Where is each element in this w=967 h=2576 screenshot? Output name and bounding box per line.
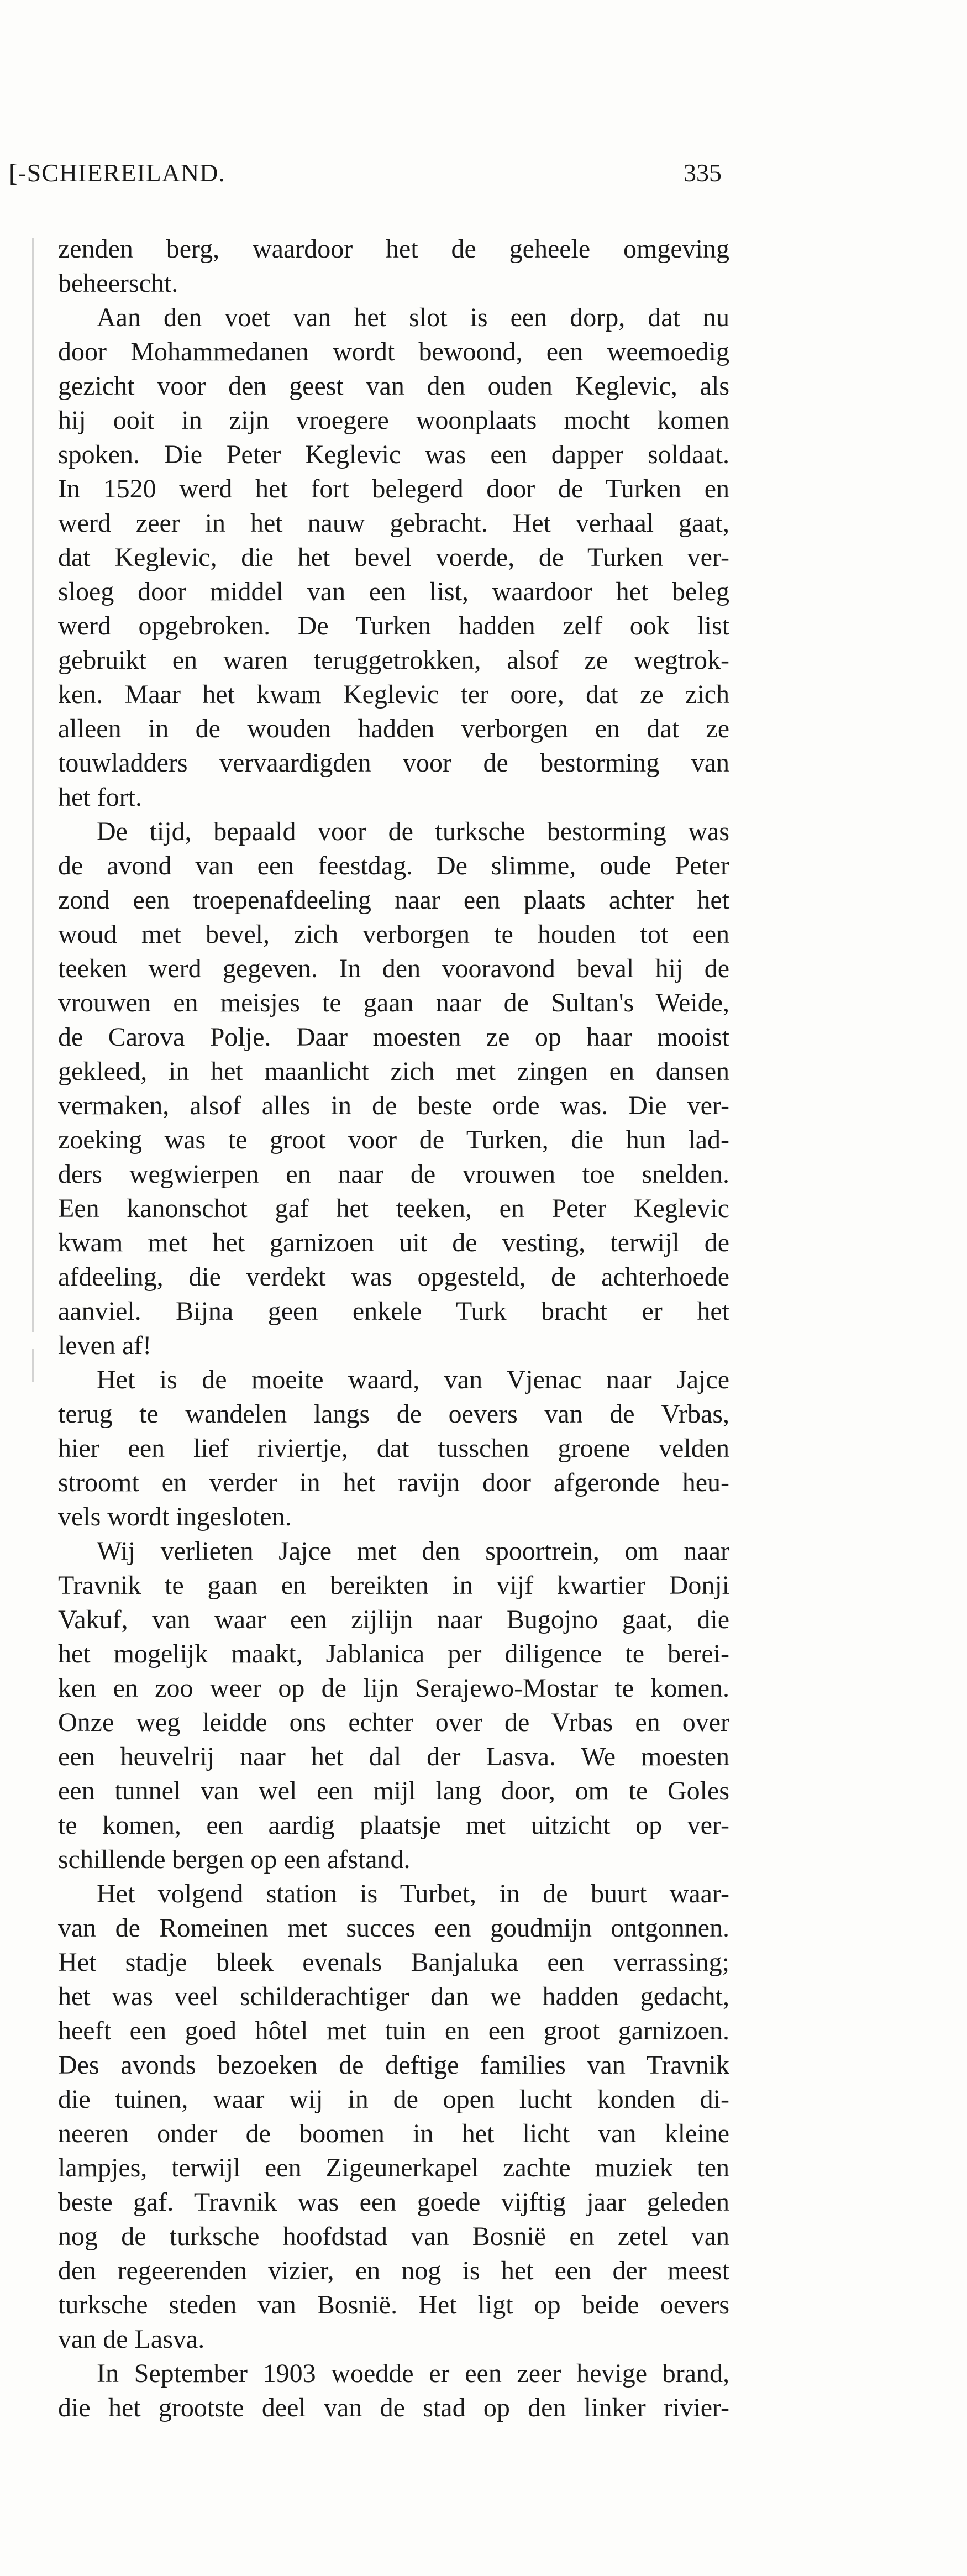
text-line: die tuinen, waar wij in de open lucht konden di- — [58, 2085, 729, 2114]
text-line: Travnik te gaan en bereikten in vijf kwartier Donji — [58, 1571, 729, 1600]
text-line: nog de turksche hoofdstad van Bosnië en zetel van — [58, 2222, 729, 2251]
paragraph-start-line: Aan den voet van het slot is een dorp, dat nu — [97, 303, 729, 332]
text-line: Vakuf, van waar een zijlijn naar Bugojno gaat, die — [58, 1605, 729, 1634]
text-line: ders wegwierpen en naar de vrouwen toe snelden. — [58, 1160, 729, 1189]
text-line: touwladders vervaardigden voor de bestorming van — [58, 748, 729, 778]
text-line: teeken werd gegeven. In den vooravond beval hij de — [58, 954, 729, 983]
text-line: hier een lief riviertje, dat tusschen groene velden — [58, 1434, 729, 1463]
text-line: gezicht voor den geest van den ouden Keglevic, als — [58, 371, 729, 401]
text-line: het fort. — [58, 783, 142, 812]
text-line: gekleed, in het maanlicht zich met zingen en dansen — [58, 1057, 729, 1086]
text-line: zenden berg, waardoor het de geheele omgeving — [58, 234, 729, 264]
margin-bleed-mark — [32, 1349, 34, 1382]
text-line: Een kanonschot gaf het teeken, en Peter Keglevic — [58, 1194, 729, 1223]
running-head: [-SCHIEREILAND. — [9, 159, 225, 187]
text-line: de Carova Polje. Daar moesten ze op haar mooist — [58, 1022, 729, 1052]
text-line: Onze weg leidde ons echter over de Vrbas en over — [58, 1708, 729, 1737]
text-line: leven af! — [58, 1331, 152, 1360]
paragraph-start-line: Wij verlieten Jajce met den spoortrein, om naar — [97, 1536, 729, 1566]
paragraph-start-line: In September 1903 woedde er een zeer hevige brand, — [97, 2359, 729, 2388]
paragraph-start-line: Het volgend station is Turbet, in de buurt waar- — [97, 1879, 729, 1908]
text-line: van de Lasva. — [58, 2325, 205, 2354]
text-line: vermaken, alsof alles in de beste orde was. Die ver- — [58, 1091, 729, 1120]
text-line: het was veel schilderachtiger dan we hadden gedacht, — [58, 1982, 729, 2011]
text-line: die het grootste deel van de stad op den linker rivier- — [58, 2393, 729, 2422]
body-text — [58, 232, 729, 2425]
text-line: sloeg door middel van een list, waardoor het beleg — [58, 577, 729, 606]
text-line: aanviel. Bijna geen enkele Turk bracht er het — [58, 1297, 729, 1326]
text-line: beste gaf. Travnik was een goede vijftig jaar geleden — [58, 2187, 729, 2217]
text-line: zoeking was te groot voor de Turken, die hun lad- — [58, 1125, 729, 1155]
text-line: vels wordt ingesloten. — [58, 1502, 292, 1531]
text-line: terug te wandelen langs de oevers van de Vrbas, — [58, 1399, 729, 1429]
text-line: ken. Maar het kwam Keglevic ter oore, dat ze zich — [58, 680, 729, 709]
text-line: beheerscht. — [58, 269, 178, 298]
text-line: lampjes, terwijl een Zigeunerkapel zachte muziek ten — [58, 2153, 729, 2182]
text-line: werd opgebroken. De Turken hadden zelf ook list — [58, 611, 729, 641]
text-line: turksche steden van Bosnië. Het ligt op beide oevers — [58, 2290, 729, 2320]
text-line: spoken. Die Peter Keglevic was een dapper soldaat. — [58, 440, 729, 469]
text-line: zond een troepenafdeeling naar een plaats achter het — [58, 885, 729, 915]
text-line: ken en zoo weer op de lijn Serajewo-Mostar te komen. — [58, 1673, 729, 1703]
text-line: het mogelijk maakt, Jablanica per diligence te berei- — [58, 1639, 729, 1669]
text-line: te komen, een aardig plaatsje met uitzicht op ver- — [58, 1811, 729, 1840]
text-line: werd zeer in het nauw gebracht. Het verhaal gaat, — [58, 508, 729, 538]
text-line: woud met bevel, zich verborgen te houden tot een — [58, 920, 729, 949]
text-line: schillende bergen op een afstand. — [58, 1845, 411, 1874]
text-line: hij ooit in zijn vroegere woonplaats mocht komen — [58, 406, 729, 435]
text-line: den regeerenden vizier, en nog is het een der meest — [58, 2256, 729, 2285]
text-line: van de Romeinen met succes een goudmijn ontgonnen. — [58, 1913, 729, 1943]
text-line: een heuvelrij naar het dal der Lasva. We moesten — [58, 1742, 729, 1771]
text-line: Het stadje bleek evenals Banjaluka een verrassing; — [58, 1948, 729, 1977]
text-line: alleen in de wouden hadden verborgen en dat ze — [58, 714, 729, 743]
text-line: neeren onder de boomen in het licht van kleine — [58, 2119, 729, 2148]
margin-bleed-mark — [32, 238, 34, 1332]
text-line: gebruikt en waren teruggetrokken, alsof ze wegtrok- — [58, 646, 729, 675]
page-header — [9, 158, 722, 191]
paragraph-start-line: Het is de moeite waard, van Vjenac naar Jajce — [97, 1365, 729, 1394]
text-line: door Mohammedanen wordt bewoond, een weemoedig — [58, 337, 729, 366]
text-line: vrouwen en meisjes te gaan naar de Sultan's Weide, — [58, 988, 729, 1017]
text-line: dat Keglevic, die het bevel voerde, de Turken ver- — [58, 543, 729, 572]
text-line: kwam met het garnizoen uit de vesting, terwijl de — [58, 1228, 729, 1257]
text-line: Des avonds bezoeken de deftige families van Travnik — [58, 2050, 729, 2080]
text-line: stroomt en verder in het ravijn door afgeronde heu- — [58, 1468, 729, 1497]
page-number: 335 — [684, 159, 722, 187]
text-line: een tunnel van wel een mijl lang door, om te Goles — [58, 1776, 729, 1806]
text-line: afdeeling, die verdekt was opgesteld, de achterhoede — [58, 1262, 729, 1292]
text-line: de avond van een feestdag. De slimme, oude Peter — [58, 851, 729, 880]
text-line: heeft een goed hôtel met tuin en een groot garnizoen. — [58, 2016, 729, 2045]
paragraph-start-line: De tijd, bepaald voor de turksche bestorming was — [97, 817, 729, 846]
text-line: In 1520 werd het fort belegerd door de Turken en — [58, 474, 729, 503]
